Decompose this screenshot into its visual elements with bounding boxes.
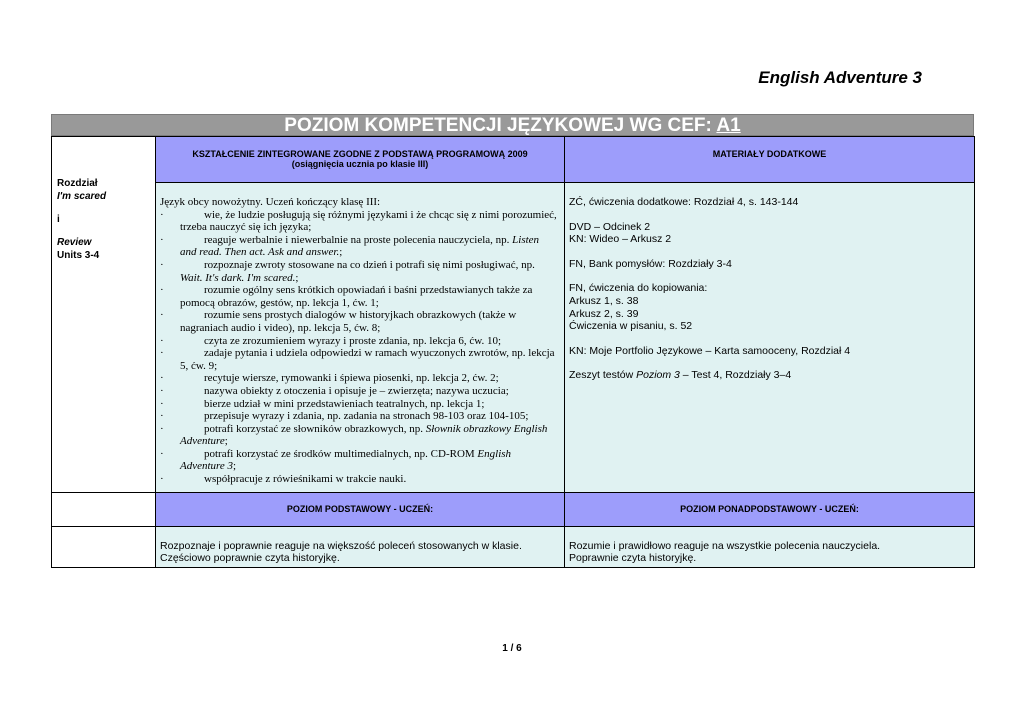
skills-intro: Język obcy nowożytny. Uczeń kończący klasę III: xyxy=(160,196,381,208)
skill-text: rozumie ogólny sens krótkich opowiadań i baśni przedstawianych także za pomocą obrazów, gestów, np. lekcja 1, ćw. 1; xyxy=(180,284,533,309)
cef-level-banner xyxy=(51,114,974,136)
curriculum-header xyxy=(156,137,565,183)
bullet-icon: · xyxy=(160,208,164,221)
review-label: Review xyxy=(57,237,92,248)
materials-fn-copy: FN, ćwiczenia do kopiowania: xyxy=(569,282,708,295)
skill-example: Słownik obrazkowy English Adventure xyxy=(180,422,548,448)
skill-text: rozumie sens prostych dialogów w historyjkach obrazkowych (także w nagraniach audio i video), np. lekcja 5, ćw. 8; xyxy=(180,309,517,334)
skill-text: rozpoznaje zwroty stosowane na co dzień i potrafi się nimi posługiwać, np. xyxy=(204,258,535,271)
basic-level-line: Rozpoznaje i poprawnie reaguje na większość poleceń stosowanych w klasie. xyxy=(160,539,522,552)
competency-table xyxy=(51,136,975,568)
empty-cell xyxy=(52,526,156,567)
basic-level-line: Częściowo poprawnie czyta historyjkę. xyxy=(160,552,340,565)
bullet-icon: · xyxy=(160,397,164,410)
skill-item xyxy=(160,398,558,411)
skill-example: Listen and read. Then act. Ask and answer. xyxy=(180,233,540,259)
tests-prefix: Zeszyt testów xyxy=(569,369,637,382)
skill-tail: ; xyxy=(339,246,343,259)
materials-sheet-2: Arkusz 2, s. 39 xyxy=(569,307,639,320)
advanced-level-description xyxy=(565,526,975,567)
skill-example: Wait. It's dark. I'm scared. xyxy=(180,271,296,284)
skill-item xyxy=(160,335,558,348)
chapter-label: Rozdział xyxy=(57,178,98,189)
skill-tail: ; xyxy=(233,460,237,473)
skill-text: wie, że ludzie posługują się różnymi językami i że chcąc się z nimi porozumieć, trzeba nauczyć się ich języka; xyxy=(180,208,557,234)
skill-text: zadaje pytania i udziela odpowiedzi w ramach wyuczonych zwrotów, np. lekcja 5, ćw. 9; xyxy=(180,347,555,372)
basic-level-header: POZIOM PODSTAWOWY - UCZEŃ: xyxy=(156,492,565,526)
page-number: 1 / 6 xyxy=(502,643,522,654)
skill-text: przepisuje wyrazy i zdania, np. zadania na stronach 98-103 oraz 104-105; xyxy=(204,410,529,423)
skill-text: współpracuje z rówieśnikami w trakcie nauki. xyxy=(204,473,407,486)
skill-item xyxy=(160,309,558,334)
skill-text: nazywa obiekty z otoczenia i opisuje je – zwierzęta; nazywa uczucia; xyxy=(204,384,509,397)
skill-item xyxy=(160,372,558,385)
skills-list xyxy=(160,209,558,486)
skill-item xyxy=(160,473,558,486)
advanced-level-line: Rozumie i prawidłowo reaguje na wszystkie polecenia nauczyciela. xyxy=(569,539,881,552)
basic-level-description xyxy=(156,526,565,567)
skill-text: potrafi korzystać ze środków multimedialnych, np. CD-ROM xyxy=(204,447,478,460)
skill-text: potrafi korzystać ze słowników obrazkowych, np. xyxy=(204,422,426,435)
chapter-cell xyxy=(52,137,156,493)
skill-item xyxy=(160,284,558,309)
skill-item xyxy=(160,385,558,398)
skill-item xyxy=(160,234,558,259)
materials-header xyxy=(565,137,975,183)
document-title: English Adventure 3 xyxy=(758,68,922,87)
skill-example: English Adventure 3 xyxy=(180,447,512,473)
review-units: Units 3-4 xyxy=(57,250,100,261)
bullet-icon: · xyxy=(160,334,164,347)
tests-level: Poziom 3 xyxy=(636,369,680,382)
skill-text: reaguje werbalnie i niewerbalnie na proste polecenia nauczyciela, np. xyxy=(204,233,513,246)
skill-text: recytuje wiersze, rymowanki i śpiewa piosenki, np. lekcja 2, ćw. 2; xyxy=(204,372,499,385)
skill-item xyxy=(160,423,558,448)
skill-tail: ; xyxy=(224,435,228,448)
skill-item xyxy=(160,259,558,284)
skill-item xyxy=(160,209,558,234)
skill-tail: ; xyxy=(295,271,299,284)
cef-level: A1 xyxy=(716,115,741,136)
materials-cell xyxy=(565,183,975,493)
bullet-icon: · xyxy=(160,309,164,322)
bullet-icon: · xyxy=(160,284,164,297)
materials-zc: ZĆ, ćwiczenia dodatkowe: Rozdział 4, s. 143-144 xyxy=(569,196,799,208)
materials-writing: Ćwiczenia w pisaniu, s. 52 xyxy=(569,320,693,333)
bullet-icon: · xyxy=(160,384,164,397)
empty-cell xyxy=(52,492,156,526)
materials-kn-video: KN: Wideo – Arkusz 2 xyxy=(569,233,672,246)
materials-portfolio: KN: Moje Portfolio Językowe – Karta samooceny, Rozdział 4 xyxy=(569,344,851,357)
banner-text: POZIOM KOMPETENCJI JĘZYKOWEJ WG CEF: xyxy=(284,115,717,136)
bullet-icon: · xyxy=(160,422,164,435)
materials-tests xyxy=(569,369,968,382)
advanced-level-line: Poprawnie czyta historyjkę. xyxy=(569,552,697,565)
bullet-icon: · xyxy=(160,347,164,360)
materials-header-title: MATERIAŁY DODATKOWE xyxy=(712,149,827,159)
materials-dvd: DVD – Odcinek 2 xyxy=(569,220,651,233)
bullet-icon: · xyxy=(160,447,164,460)
skill-text: czyta ze zrozumieniem wyrazy i proste zdania, np. lekcja 6, ćw. 10; xyxy=(204,334,502,347)
bullet-icon: · xyxy=(160,258,164,271)
chapter-name: I'm scared xyxy=(57,191,107,202)
skill-item xyxy=(160,448,558,473)
tests-suffix: – Test 4, Rozdziały 3–4 xyxy=(679,369,792,382)
materials-fn-bank: FN, Bank pomysłów: Rozdziały 3-4 xyxy=(569,257,732,270)
curriculum-header-subtitle: (osiągnięcia ucznia po klasie III) xyxy=(291,159,429,169)
skill-item xyxy=(160,347,558,372)
curriculum-header-title: KSZTAŁCENIE ZINTEGROWANE ZGODNE Z PODSTAWĄ PROGRAMOWĄ 2009 xyxy=(192,149,528,159)
materials-sheet-1: Arkusz 1, s. 38 xyxy=(569,294,639,307)
skills-cell xyxy=(156,183,565,493)
bullet-icon: · xyxy=(160,372,164,385)
advanced-level-header: POZIOM PONADPODSTAWOWY - UCZEŃ: xyxy=(565,492,975,526)
chapter-conjunction: i xyxy=(57,214,60,225)
bullet-icon: · xyxy=(160,473,164,486)
bullet-icon: · xyxy=(160,410,164,423)
skill-item xyxy=(160,410,558,423)
skill-text: bierze udział w mini przedstawieniach teatralnych, np. lekcja 1; xyxy=(204,397,485,410)
bullet-icon: · xyxy=(160,233,164,246)
